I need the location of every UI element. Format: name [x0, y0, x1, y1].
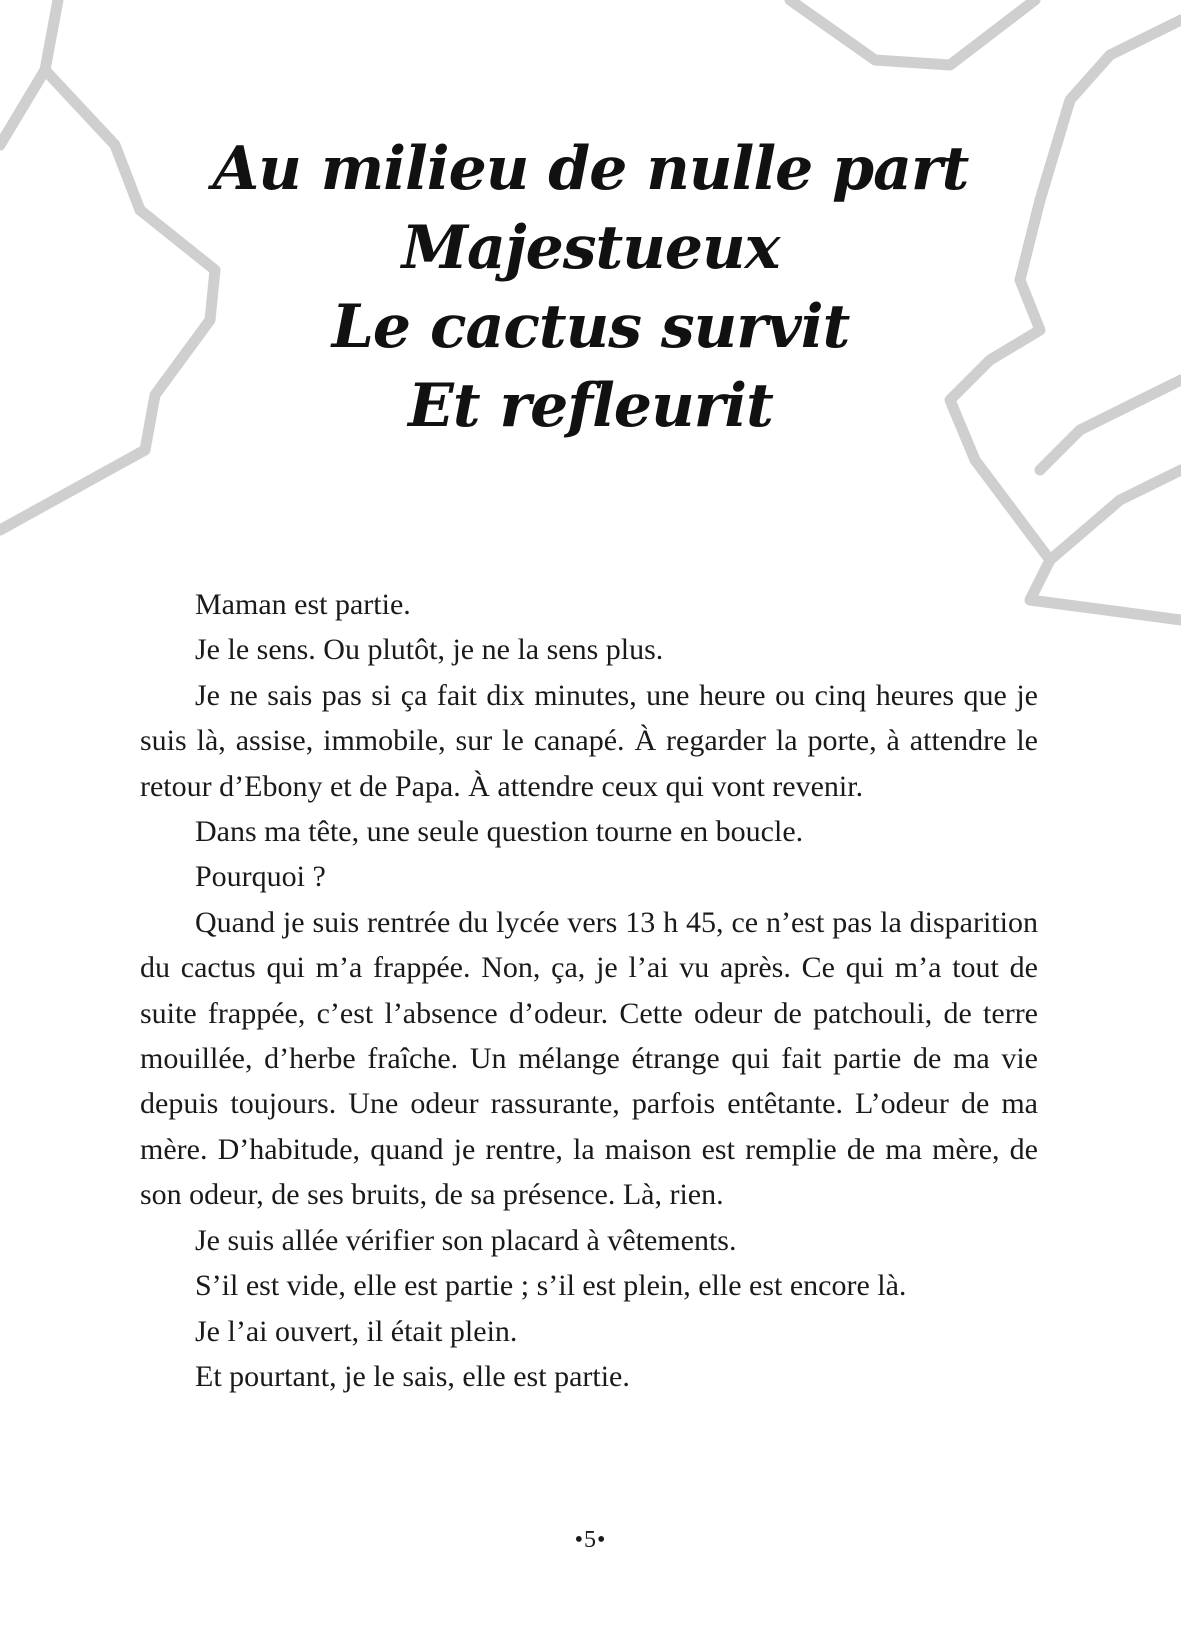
- paragraph: Je l’ai ouvert, il était plein.: [195, 1314, 518, 1348]
- body-text: [140, 582, 1038, 1399]
- paragraph: Maman est partie.: [195, 588, 411, 621]
- poem-line: Au milieu de nulle part: [212, 134, 969, 204]
- poem-title: [0, 130, 1181, 446]
- paragraph: Quand je suis rentrée du lycée vers 13 h 45, ce n’est pas la disparition du cactus qui m’a frappée. Non, ça, je l’ai vu après. Ce qui m’a tout de suite frappée, c’est l’absence d’odeur. Cette odeur de patchouli, de terre mouillée, d’herbe fraîche. Un mélange étrange qui fait partie de ma vie depuis toujours. Une odeur rassurante, parfois entêtante. L’odeur de ma mère. D’habitude, quand je rentre, la maison est remplie de ma mère, de son odeur, de ses bruits, de sa présence. Là, rien.: [140, 905, 1038, 1212]
- paragraph: Et pourtant, je le sais, elle est partie.: [195, 1359, 630, 1393]
- paragraph: Dans ma tête, une seule question tourne en boucle.: [195, 815, 804, 849]
- page-number: •5•: [574, 1527, 607, 1553]
- poem-line: Le cactus survit: [331, 292, 850, 362]
- poem-line: Et refleurit: [408, 371, 773, 441]
- crack-line-top-right: [790, 0, 1035, 65]
- paragraph: Je le sens. Ou plutôt, je ne la sens plus.: [195, 633, 664, 667]
- paragraph: Pourquoi ?: [195, 860, 326, 894]
- paragraph: Je ne sais pas si ça fait dix minutes, une heure ou cinq heures que je suis là, assise, immobile, sur le canapé. À regarder la porte, à attendre le retour d’Ebony et de Papa. À attendre ceux qui vont revenir.: [140, 678, 1038, 803]
- paragraph: S’il est vide, elle est partie ; s’il est plein, elle est encore là.: [195, 1269, 907, 1303]
- paragraph: Je suis allée vérifier son placard à vêtements.: [195, 1223, 737, 1257]
- poem-line: Majestueux: [401, 213, 780, 283]
- crack-line-right-branch-low: [1050, 470, 1181, 560]
